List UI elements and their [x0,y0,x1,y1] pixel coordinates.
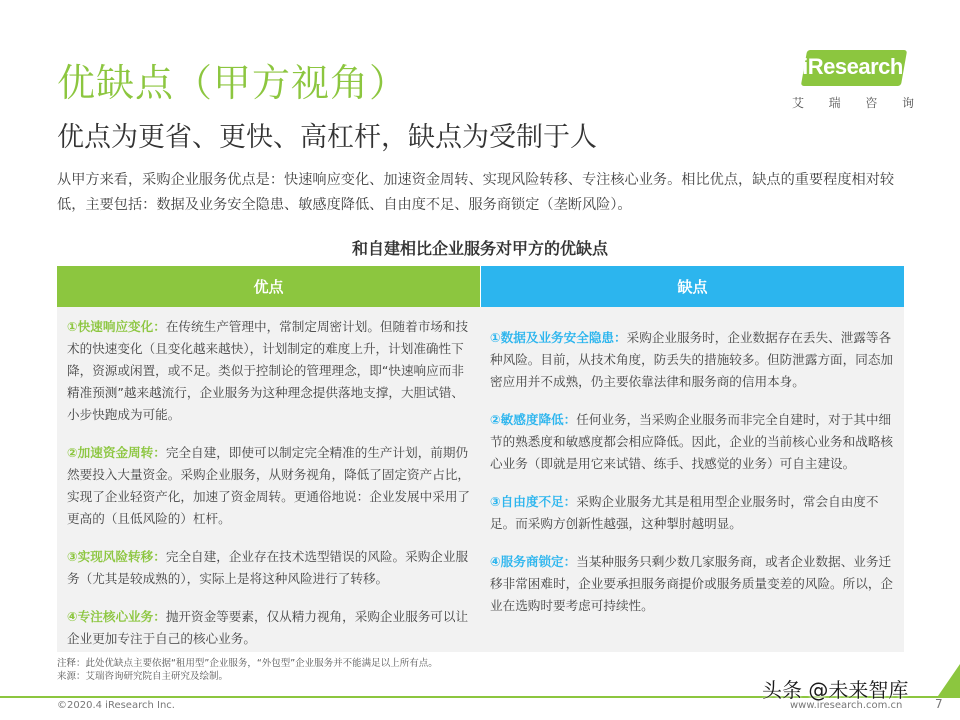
pros-item [67,546,472,590]
pros-item-key: ②加速资金周转： [67,445,166,460]
intro-paragraph: 从甲方来看，采购企业服务优点是：快速响应变化、加速资金周转、实现风险转移、专注核心业务。相比优点，缺点的重要程度相对较低，主要包括：数据及业务安全隐患、敏感度降低、自由度不足、服务商锁定（垄断风险）。 [57,172,895,213]
cons-item-text: 采购企业服务时，企业数据存在丢失、泄露等各种风险。目前，从技术角度，防丢失的措施较多。但防泄露方面，同态加密应用并不成熟，仍主要依靠法律和服务商的信用本身。 [490,330,893,389]
cons-item-key: ③自由度不足： [490,494,577,509]
pros-item-text: 完全自建，即使可以制定完全精准的生产计划，前期仍然要投入大量资金。采购企业服务，从财务视角，降低了固定资产占比，实现了企业轻资产化，加速了资金周转。更通俗地说：企业发展中采用了更高的（且低风险的）杠杆。 [67,445,470,526]
cons-item [490,551,900,617]
table-title: 和自建相比企业服务对甲方的优缺点 [351,239,608,258]
comparison-table-body [57,307,904,652]
cons-item-key: ②敏感度降低： [490,412,577,427]
logo-cn-char: 询 [901,96,914,110]
website-link[interactable]: www.iresearch.com.cn [790,700,903,711]
page-title: 优缺点（甲方视角） [57,61,409,105]
cons-item [490,327,900,393]
logo-cn-char: 瑞 [828,96,841,110]
pros-item-key: ①快速响应变化： [67,319,166,334]
logo-cn-char: 咨 [865,96,878,110]
pros-item [67,606,472,650]
pros-header: 优点 [57,266,480,307]
cons-item-key: ④服务商锁定： [490,554,577,569]
pros-item-key: ④专注核心业务： [67,609,166,624]
logo-cn-text [792,94,914,111]
cons-item [490,491,900,535]
logo-cn-char: 艾 [792,96,805,110]
pros-column [67,316,472,666]
cons-item-text: 当某种服务只剩少数几家服务商，或者企业数据、业务迁移非常困难时，企业要承担服务商提价或服务质量变差的风险。所以，企业在选购时要考虑可持续性。 [490,554,893,613]
footnotes [57,657,438,683]
pros-item-text: 在传统生产管理中，常制定周密计划。但随着市场和技术的快速变化（且变化越来越快），计划制定的难度上升，计划准确性下降，资源或闲置，或不足。类似于控制论的管理理念，即“快速响应而非精准预测”越来越流行，企业服务为这种理念提供落地支撑，大胆试错、小步快跑成为可能。 [67,319,469,422]
pros-item-text: 抛开资金等要素，仅从精力视角，采购企业服务可以让企业更加专注于自己的核心业务。 [67,609,469,646]
page-number: 7 [935,697,943,711]
copyright-text: ©2020.4 iResearch Inc. [57,700,175,711]
pros-item-key: ③实现风险转移： [67,549,166,564]
cons-item-text: 任何业务，当采购企业服务而非完全自建时，对于其中细节的熟悉度和敏感度都会相应降低。因此，企业的当前核心业务和战略核心业务（即就是用它来试错、练手、找感觉的业务）可自主建设。 [490,412,893,471]
source-text: 来源：艾瑞咨询研究院自主研究及绘制。 [57,671,229,682]
iresearch-logo [790,50,915,110]
cons-item [490,409,900,475]
pros-item [67,442,472,530]
cons-header: 缺点 [481,266,904,307]
pros-item-text: 完全自建，企业存在技术选型错误的风险。采购企业服务（尤其是较成熟的），实际上是将这种风险进行了转移。 [67,549,469,586]
note-text: 注释：此处优缺点主要依据“租用型”企业服务，“外包型”企业服务并不能满足以上所有点。 [57,658,438,669]
cons-item-key: ①数据及业务安全隐患： [490,330,627,345]
page-subtitle: 优点为更省、更快、高杠杆，缺点为受制于人 [57,122,597,153]
cons-item-text: 采购企业服务尤其是租用型企业服务时，常会自由度不足。而采购方创新性越强，这种掣肘越明显。 [490,494,879,531]
logo-wordmark: iResearch [802,54,903,79]
corner-decoration [938,664,960,696]
cons-column [490,327,900,633]
pros-item [67,316,472,426]
watermark-text: 头条 @未来智库 [762,678,909,702]
